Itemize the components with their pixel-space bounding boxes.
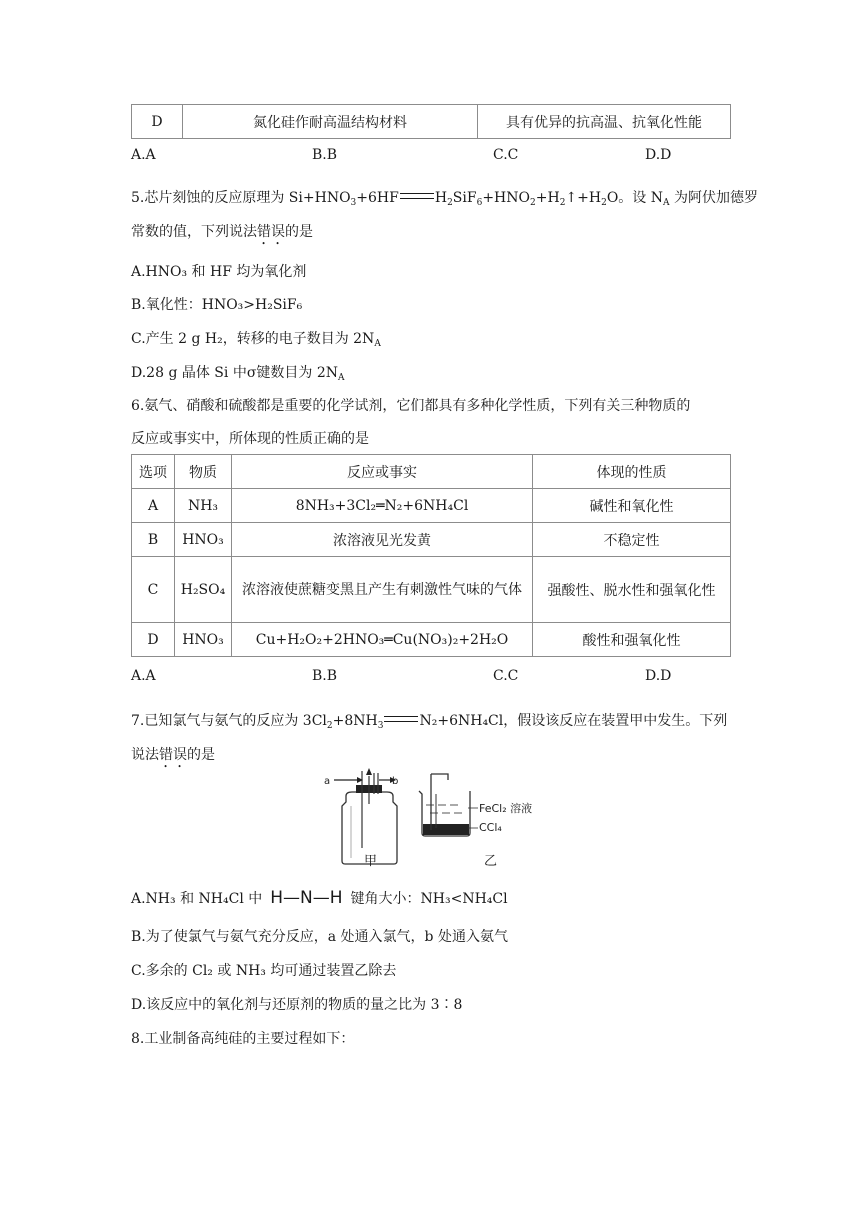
label-yi: 乙 — [484, 854, 498, 869]
q6-row-a-fact: 8NH₃+3Cl₂═N₂+6NH₄Cl — [232, 489, 533, 523]
q6-row-d-substance: HNO₃ — [175, 623, 232, 657]
arrow-a-icon — [334, 777, 363, 783]
q6-row-b-substance: HNO₃ — [175, 523, 232, 557]
q5-option-b[interactable]: B.氧化性：HNO₃>H₂SiF₆ — [131, 297, 303, 313]
q4-option-a[interactable]: A.A — [131, 147, 156, 163]
q6-row-c-substance: H₂SO₄ — [175, 557, 232, 623]
q6-stem-line2: 反应或事实中，所体现的性质正确的是 — [131, 431, 369, 447]
q7-option-a[interactable]: A.NH₃ 和 NH₄Cl 中 H—N—H 键角大小：NH₃<NH₄Cl — [131, 888, 508, 908]
q6-row-a-substance: NH₃ — [175, 489, 232, 523]
q6-table-header — [132, 455, 731, 489]
q6-row-b-option: B — [132, 523, 175, 557]
q6-row-d-fact: Cu+H₂O₂+2HNO₃═Cu(NO₃)₂+2H₂O — [232, 623, 533, 657]
table-row — [132, 623, 731, 657]
q5-option-a[interactable]: A.HNO₃ 和 HF 均为氧化剂 — [131, 264, 307, 280]
label-ccl4: CCl₄ — [479, 821, 502, 834]
table-row — [132, 489, 731, 523]
q7-option-d[interactable]: D.该反应中的氧化剂与还原剂的物质的量之比为 3∶8 — [131, 997, 463, 1013]
q4-row-d-material: 氮化硅作耐高温结构材料 — [183, 105, 478, 139]
label-jia: 甲 — [364, 854, 378, 869]
q4-options — [131, 147, 731, 167]
q7-option-c[interactable]: C.多余的 Cl₂ 或 NH₃ 均可通过装置乙除去 — [131, 963, 397, 979]
q6-header-option: 选项 — [132, 455, 175, 489]
label-b: b — [392, 776, 399, 787]
label-fecl2: FeCl₂ 溶液 — [479, 802, 533, 815]
table-row — [132, 557, 731, 623]
q7-stem-line1: 7.已知氯气与氨气的反应为 $3Cl_2+8NH_3$ N₂+6NH₄Cl，假设该反应在装置甲中发生。下列 — [131, 713, 728, 731]
q6-row-c-property: 强酸性、脱水性和强氧化性 — [533, 557, 731, 623]
q5-option-c[interactable]: C.产生 2 g H₂，转移的电子数目为 $2N_A$ — [131, 331, 381, 349]
q6-stem-line1: 6.氨气、硝酸和硫酸都是重要的化学试剂，它们都具有多种化学性质，下列有关三种物质的 — [131, 398, 691, 414]
q4-row-d-property: 具有优异的抗高温、抗氧化性能 — [478, 105, 731, 139]
q6-header-substance: 物质 — [175, 455, 232, 489]
q6-option-a[interactable]: A.A — [131, 668, 156, 684]
q6-row-b-property: 不稳定性 — [533, 523, 731, 557]
q5-stem-line1: 5.芯片刻蚀的反应原理为 $Si+HNO_3+6HF$ $H_2SiF_6+HNO_2+H_2↑+H_2O$。设 $N_A$ 为阿伏加德罗 — [131, 190, 758, 208]
q4-row-d-letter: D — [132, 105, 183, 139]
q6-option-b[interactable]: B.B — [312, 668, 338, 684]
beaker-yi — [419, 774, 478, 836]
q6-header-property: 体现的性质 — [533, 455, 731, 489]
q4-option-c[interactable]: C.C — [493, 147, 519, 163]
q6-row-d-option: D — [132, 623, 175, 657]
q7-stem-line2: 说法错误的是 — [131, 747, 215, 763]
q6-option-d[interactable]: D.D — [645, 668, 672, 684]
q4-option-d[interactable]: D.D — [645, 147, 672, 163]
q5-stem-line2: 常数的值，下列说法错误的是 — [131, 224, 313, 240]
q6-row-a-option: A — [132, 489, 175, 523]
hnh-bond-formula: H—N—H — [270, 888, 343, 908]
q6-row-b-fact: 浓溶液见光发黄 — [232, 523, 533, 557]
apparatus-figure — [318, 768, 548, 868]
table-row — [132, 523, 731, 557]
q6-row-d-property: 酸性和强氧化性 — [533, 623, 731, 657]
arrow-up-icon — [366, 768, 372, 775]
label-a: a — [324, 776, 331, 787]
q5-option-d[interactable]: D.28 g 晶体 Si 中σ键数目为 $2N_A$ — [131, 365, 345, 383]
q4-table-row-d — [131, 104, 731, 139]
q6-option-c[interactable]: C.C — [493, 668, 519, 684]
q6-row-c-option: C — [132, 557, 175, 623]
q6-options — [131, 668, 731, 688]
q6-header-fact: 反应或事实 — [232, 455, 533, 489]
q8-stem: 8.工业制备高纯硅的主要过程如下： — [131, 1031, 355, 1047]
q4-option-b[interactable]: B.B — [312, 147, 338, 163]
q6-row-a-property: 碱性和氧化性 — [533, 489, 731, 523]
q6-table — [131, 454, 731, 657]
q6-row-c-fact: 浓溶液使蔗糖变黑且产生有刺激性气味的气体 — [232, 557, 533, 623]
q7-option-b[interactable]: B.为了使氯气与氨气充分反应，a 处通入氯气，b 处通入氨气 — [131, 929, 508, 945]
